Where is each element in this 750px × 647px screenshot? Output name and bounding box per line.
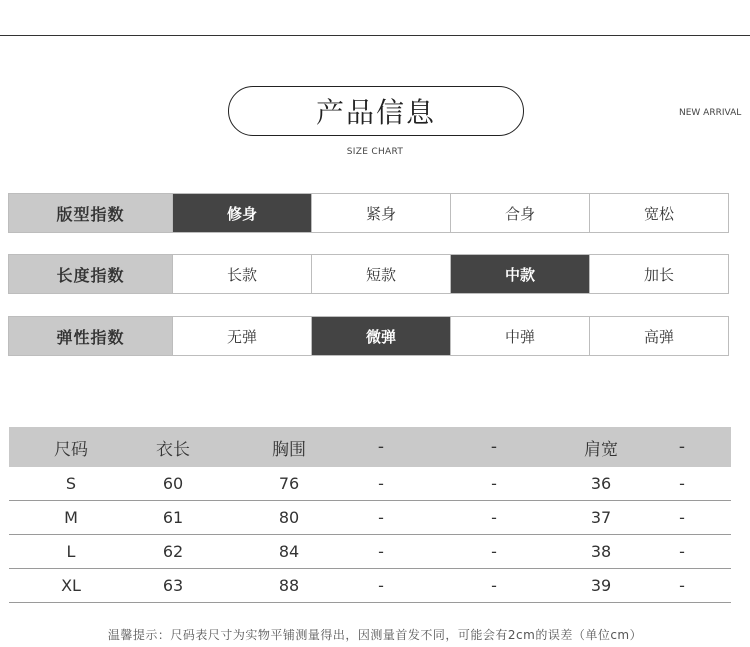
table-cell: 39 (590, 576, 612, 595)
index-label: 版型指数 (9, 194, 172, 232)
table-cell: - (378, 542, 384, 561)
table-cell: - (378, 508, 384, 527)
index-option: 微弹 (311, 317, 450, 355)
header-cell: 肩宽 (584, 439, 618, 460)
table-cell: - (378, 474, 384, 493)
table-cell: 76 (278, 474, 300, 493)
table-cell: M (64, 508, 78, 527)
top-divider (0, 35, 750, 36)
index-option: 短款 (311, 255, 450, 293)
size-table-header (9, 427, 731, 467)
table-cell: XL (61, 576, 81, 595)
index-row-stretch (8, 316, 729, 356)
table-cell: - (679, 474, 685, 493)
table-row (9, 467, 731, 501)
index-label: 长度指数 (9, 255, 172, 293)
table-cell: S (65, 474, 77, 493)
table-cell: 84 (278, 542, 300, 561)
index-option: 中弹 (450, 317, 589, 355)
table-cell: 61 (162, 508, 184, 527)
index-row-fit (8, 193, 729, 233)
header-cell: 尺码 (54, 439, 88, 460)
index-row-length (8, 254, 729, 294)
footer-tip: 温馨提示：尺码表尺寸为实物平铺测量得出，因测量首发不同，可能会有2cm的误差（单位cm） (107, 628, 643, 642)
index-option: 高弹 (589, 317, 728, 355)
index-option: 长款 (172, 255, 311, 293)
table-cell: 62 (162, 542, 184, 561)
index-option: 中款 (450, 255, 589, 293)
index-option: 宽松 (589, 194, 728, 232)
table-cell: 37 (590, 508, 612, 527)
table-cell: - (491, 542, 497, 561)
table-cell: - (679, 508, 685, 527)
table-cell: - (679, 542, 685, 561)
index-option: 紧身 (311, 194, 450, 232)
size-table (9, 427, 731, 603)
table-row (9, 569, 731, 603)
page-subtitle: SIZE CHART (346, 147, 404, 157)
table-cell: - (378, 576, 384, 595)
table-cell: - (491, 508, 497, 527)
table-cell: - (491, 576, 497, 595)
table-cell: 36 (590, 474, 612, 493)
index-label: 弹性指数 (9, 317, 172, 355)
table-cell: 63 (162, 576, 184, 595)
table-cell: 88 (278, 576, 300, 595)
page-title: 产品信息 (228, 86, 524, 136)
index-option: 合身 (450, 194, 589, 232)
header-cell: 衣长 (156, 439, 190, 460)
header-cell: - (490, 437, 498, 457)
table-row (9, 501, 731, 535)
index-option: 加长 (589, 255, 728, 293)
table-cell: 60 (162, 474, 184, 493)
table-cell: 38 (590, 542, 612, 561)
table-cell: - (679, 576, 685, 595)
table-row (9, 535, 731, 569)
table-cell: 80 (278, 508, 300, 527)
header-cell: - (377, 437, 385, 457)
header-cell: - (678, 437, 686, 457)
header-cell: 胸围 (272, 439, 306, 460)
index-option: 无弹 (172, 317, 311, 355)
table-cell: - (491, 474, 497, 493)
new-arrival-badge: NEW ARRIVAL (679, 108, 742, 118)
index-option: 修身 (172, 194, 311, 232)
table-cell: L (66, 542, 76, 561)
